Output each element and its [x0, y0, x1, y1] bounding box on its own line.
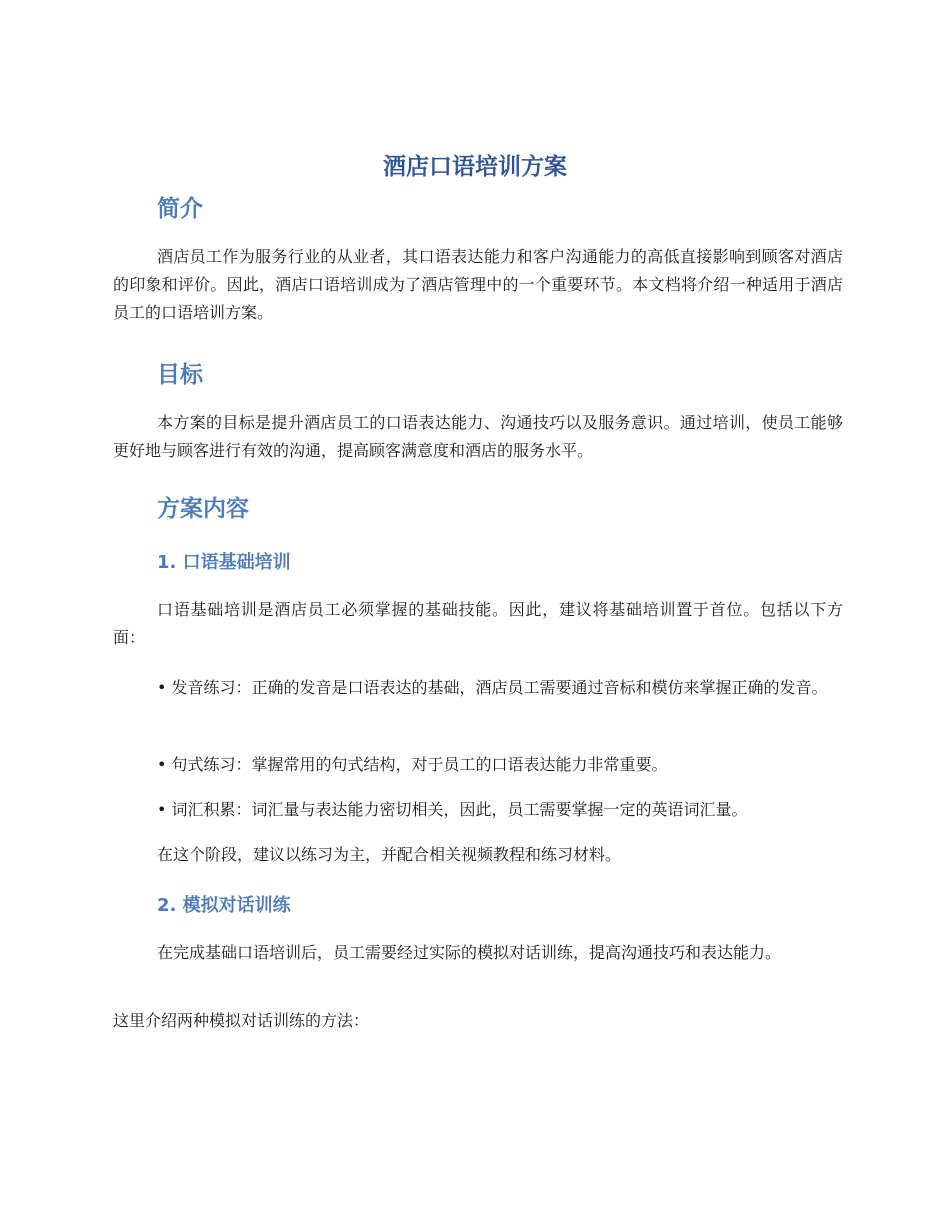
- goal-paragraph: 本方案的目标是提升酒店员工的口语表达能力、沟通技巧以及服务意识。通过培训，使员工能够更好地与顾客进行有效的沟通，提高顾客满意度和酒店的服务水平。: [113, 413, 843, 460]
- subsection-heading-dialogue-training: 2. 模拟对话训练: [157, 895, 291, 916]
- bullet-pronunciation: • 发音练习：正确的发音是口语表达的基础，酒店员工需要通过音标和模仿来掌握正确的发音。: [157, 678, 828, 697]
- section-heading-content: 方案内容: [157, 496, 249, 522]
- document-title: 酒店口语培训方案: [383, 154, 567, 180]
- basic-training-paragraph: 口语基础培训是酒店员工必须掌握的基础技能。因此，建议将基础培训置于首位。包括以下方面：: [113, 600, 843, 647]
- section-heading-intro: 简介: [157, 196, 203, 222]
- bullet-vocabulary: • 词汇积累：词汇量与表达能力密切相关，因此，员工需要掌握一定的英语词汇量。: [157, 800, 748, 819]
- dialogue-training-followup: 这里介绍两种模拟对话训练的方法：: [113, 1011, 370, 1030]
- dialogue-training-paragraph: 在完成基础口语培训后，员工需要经过实际的模拟对话训练，提高沟通技巧和表达能力。: [157, 943, 782, 962]
- basic-training-closing: 在这个阶段，建议以练习为主，并配合相关视频教程和练习材料。: [157, 845, 622, 864]
- bullet-sentence-patterns: • 句式练习：掌握常用的句式结构，对于员工的口语表达能力非常重要。: [157, 755, 668, 774]
- subsection-heading-basic-training: 1. 口语基础培训: [157, 552, 291, 573]
- section-heading-goal: 目标: [157, 362, 203, 388]
- intro-paragraph: 酒店员工作为服务行业的从业者，其口语表达能力和客户沟通能力的高低直接影响到顾客对酒店的印象和评价。因此，酒店口语培训成为了酒店管理中的一个重要环节。本文档将介绍一种适用于酒店员工的口语培训方案。: [113, 247, 843, 322]
